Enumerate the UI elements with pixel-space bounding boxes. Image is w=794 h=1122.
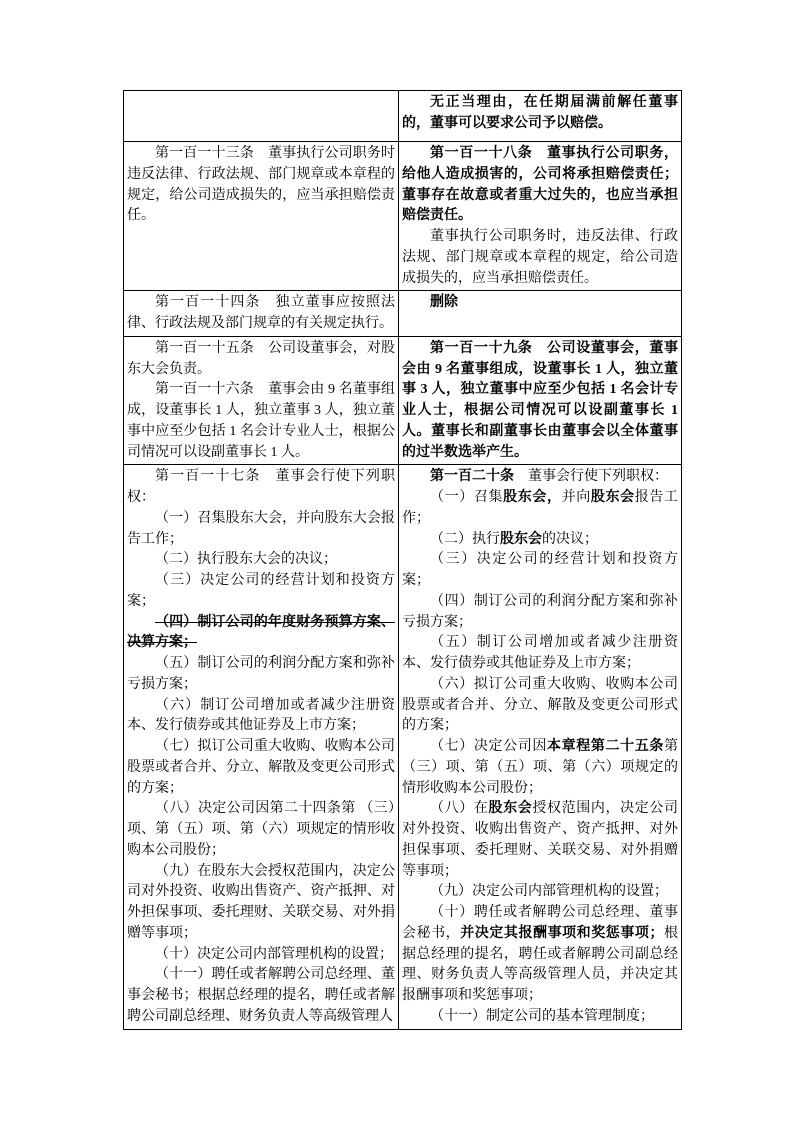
text-run: 并决定其报酬事项和奖惩事项； bbox=[460, 925, 664, 941]
cell-original-article bbox=[124, 336, 399, 465]
paragraph bbox=[127, 467, 395, 509]
paragraph bbox=[402, 293, 678, 314]
text-run: （五）制订公司增加或者减少注册资本、发行债券或其他证券及上市方案； bbox=[402, 635, 678, 671]
text-run: 本章程第二十五条 bbox=[547, 739, 664, 754]
paragraph bbox=[127, 965, 395, 1027]
text-run: 股东会 bbox=[500, 531, 542, 547]
cell-amended-article bbox=[399, 336, 682, 465]
paragraph bbox=[402, 488, 678, 530]
text-run: 股东会， bbox=[503, 490, 562, 505]
text-run: 第一百一十五条 公司设董事会，对股东大会负责。 bbox=[127, 340, 395, 377]
text-run: 的决议； bbox=[542, 531, 598, 547]
text-run: （三）决定公司的经营计划和投资方案； bbox=[127, 573, 395, 609]
cell-original-article bbox=[124, 465, 399, 1029]
cell-original-article bbox=[124, 291, 399, 337]
paragraph bbox=[127, 613, 395, 655]
cell-original-article bbox=[124, 91, 399, 142]
paragraph bbox=[402, 737, 678, 799]
text-run: （六）拟订公司重大收购、收购本公司股票或者合并、分立、解散及变更公司形式的方案； bbox=[402, 676, 678, 734]
paragraph bbox=[402, 550, 678, 592]
paragraph bbox=[127, 144, 395, 227]
paragraph bbox=[402, 467, 678, 488]
paragraph bbox=[127, 550, 395, 571]
paragraph bbox=[127, 509, 395, 551]
paragraph bbox=[127, 654, 395, 696]
text-run: 授权范围内，决定公司对外投资、收购出售资产、资产抵押、对外担保事项、委托理财、关联交易、对外捐赠等事项； bbox=[402, 801, 678, 879]
cell-amended-article bbox=[399, 465, 682, 1029]
cell-amended-article bbox=[399, 91, 682, 142]
text-run: （八）在 bbox=[430, 801, 489, 817]
text-run: （四）制订公司的利润分配方案和弥补亏损方案； bbox=[402, 593, 678, 630]
text-run: （六）制订公司增加或者减少注册资本、发行债券或其他证券及上市方案； bbox=[127, 697, 395, 734]
paragraph bbox=[127, 571, 395, 613]
table-row bbox=[124, 291, 682, 337]
text-run: 删除 bbox=[430, 295, 458, 311]
paragraph bbox=[127, 945, 395, 966]
cell-amended-article bbox=[399, 291, 682, 337]
text-run: 报告工作； bbox=[402, 490, 678, 526]
paragraph bbox=[402, 882, 678, 903]
comparison-table-body bbox=[124, 91, 682, 1030]
text-run: 第一百一十七条 董事会行使下列职权： bbox=[127, 469, 395, 505]
comparison-table bbox=[123, 90, 682, 1030]
text-run: （七）拟订公司重大收购、收购本公司股票或者合并、分立、解散及变更公司形式的方案； bbox=[127, 739, 395, 796]
paragraph bbox=[402, 903, 678, 1007]
text-run: （八）决定公司因第二十四条第 （三）项、第（五）项、第（六）项规定的情形收购本公司股份； bbox=[127, 801, 395, 858]
paragraph bbox=[402, 227, 678, 289]
table-row bbox=[124, 465, 682, 1029]
text-run: 第一百一十三条 董事执行公司职务时违反法律、行政法规、部门规章或本章程的规定，给公司造成损失的，应当承担赔偿责任。 bbox=[127, 146, 395, 224]
paragraph bbox=[127, 339, 395, 381]
paragraph bbox=[402, 93, 678, 135]
text-run: （二）执行 bbox=[430, 531, 500, 547]
cell-original-article bbox=[124, 142, 399, 291]
paragraph bbox=[402, 592, 678, 634]
text-run: （九）决定公司内部管理机构的设置； bbox=[430, 884, 668, 900]
paragraph bbox=[402, 144, 678, 227]
paragraph bbox=[127, 799, 395, 861]
text-run: 无正当理由，在任期届满前解任董事的，董事可以要求公司予以赔偿。 bbox=[402, 95, 678, 131]
text-run: （十一）制定公司的基本管理制度； bbox=[430, 1008, 654, 1024]
text-run: （二）执行股东大会的决议； bbox=[155, 552, 337, 568]
text-run: （十一）聘任或者解聘公司总经理、董事会秘书；根据总经理的提名，聘任或者解聘公司副总经理、财务负责人等高级管理人 bbox=[127, 967, 395, 1024]
paragraph bbox=[402, 1007, 678, 1028]
text-run: 第一百一十八条 董事执行公司职务，给他人造成损害的，公司将承担赔偿责任；董事存在故意或者重大过失的，也应当承担赔偿责任。 bbox=[402, 146, 678, 224]
text-run: 并向 bbox=[561, 490, 591, 505]
text-run: 根据总经理的提名，聘任或者解聘公司副总经理、财务负责人等高级管理人员，并决定其报酬事项和奖惩事项； bbox=[402, 925, 679, 1003]
text-run: 董事会行使下列职权： bbox=[514, 469, 668, 485]
text-run: 第一百一十四条 独立董事应按照法律、行政法规及部门规章的有关规定执行。 bbox=[127, 295, 395, 331]
cell-amended-article bbox=[399, 142, 682, 291]
paragraph bbox=[127, 862, 395, 945]
text-run: （一）召集股东大会，并向股东大会报告工作； bbox=[127, 510, 395, 547]
text-run: （十）聘任或者解聘公司总经理、董事会秘书， bbox=[402, 905, 678, 941]
paragraph bbox=[127, 380, 395, 463]
text-run: （九）在股东大会授权范围内，决定公司对外投资、收购出售资产、资产抵押、对外担保事项、委托理财、关联交易、对外捐赠等事项； bbox=[127, 863, 395, 941]
text-run: 第一百二十条 bbox=[430, 469, 514, 485]
text-run: 第一百一十九条 公司设董事会，董事会由 9 名董事组成，设董事长 1 人，独立董事 3 人，独立董事中应至少包括 1 名会计专业人士，根据公司情况可以设副董事长 1 人。董事长和副董事长由董事会以全体董事的过半数选举产生。 bbox=[402, 340, 678, 460]
paragraph bbox=[402, 799, 678, 882]
table-row bbox=[124, 142, 682, 291]
text-run: （十）决定公司内部管理机构的设置； bbox=[155, 946, 393, 962]
text-run: 股东会 bbox=[488, 801, 533, 817]
table-row bbox=[124, 91, 682, 142]
paragraph bbox=[402, 675, 678, 737]
text-run: 董事执行公司职务时，违反法律、行政法规、部门规章或本章程的规定，给公司造成损失的，应当承担赔偿责任。 bbox=[402, 229, 678, 286]
text-run: （四）制订公司的年度财务预算方案、决算方案； bbox=[127, 614, 395, 651]
text-run: （五）制订公司的利润分配方案和弥补亏损方案； bbox=[127, 656, 395, 692]
text-run: （七）决定公司因 bbox=[430, 739, 547, 754]
text-run: 第（三）项、第（五）项、第（六）项规定的情形收购本公司股份； bbox=[402, 739, 678, 796]
paragraph bbox=[402, 633, 678, 675]
paragraph bbox=[127, 737, 395, 799]
text-run: （三）决定公司的经营计划和投资方案； bbox=[402, 552, 678, 588]
paragraph bbox=[127, 696, 395, 738]
paragraph bbox=[127, 293, 395, 335]
text-run: 股东会 bbox=[590, 490, 635, 505]
text-run: （一）召集 bbox=[430, 490, 504, 505]
paragraph bbox=[402, 530, 678, 551]
paragraph bbox=[402, 339, 678, 464]
table-row bbox=[124, 336, 682, 465]
text-run: 第一百一十六条 董事会由 9 名董事组成，设董事长 1 人，独立董事 3 人，独立董事中应至少包括 1 名会计专业人士，根据公司情况可以设副董事长 1 人。 bbox=[127, 382, 395, 460]
